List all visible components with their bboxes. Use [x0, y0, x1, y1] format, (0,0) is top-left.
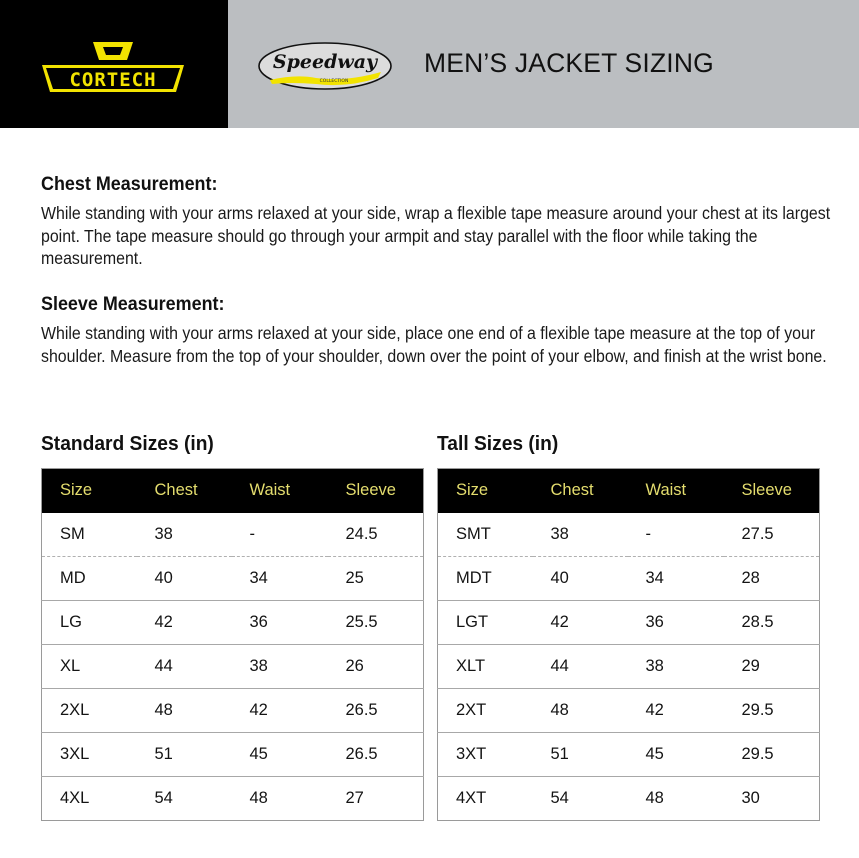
cell-size: 3XT: [438, 733, 533, 777]
table-row: [42, 733, 424, 777]
cell-sleeve: 25.5: [328, 601, 424, 645]
cell-sleeve: 26: [328, 645, 424, 689]
page-title: MEN’S JACKET SIZING: [424, 48, 714, 78]
table-row: [42, 513, 424, 557]
cell-size: MDT: [438, 557, 533, 601]
cell-sleeve: 29.5: [724, 733, 820, 777]
table-row: [438, 601, 820, 645]
cell-waist: -: [645, 524, 651, 543]
cell-waist: 45: [628, 733, 724, 777]
cell-size: 3XL: [42, 733, 137, 777]
cell-chest: 54: [137, 777, 232, 821]
table-row: [42, 689, 424, 733]
cell-chest: 51: [533, 733, 628, 777]
cell-waist: 38: [628, 645, 724, 689]
cell-size: XLT: [438, 645, 533, 689]
table-row: [42, 601, 424, 645]
cell-chest: 44: [137, 645, 232, 689]
cell-waist: 34: [232, 557, 328, 601]
chest-measurement-section: [41, 172, 831, 270]
cell-waist: 36: [628, 601, 724, 645]
table-title: Tall Sizes (in): [437, 433, 559, 455]
cell-waist: 48: [232, 777, 328, 821]
table-row: [438, 513, 820, 557]
cell-sleeve: 25: [328, 557, 424, 601]
column-header-size: Size: [438, 469, 533, 513]
cell-chest: 44: [533, 645, 628, 689]
standard-sizes-table: [41, 468, 424, 821]
column-header-chest: Chest: [533, 469, 628, 513]
cell-chest: 48: [137, 689, 232, 733]
tall-sizes-block: [437, 432, 820, 821]
section-heading: Chest Measurement:: [41, 173, 218, 195]
svg-text:COLLECTION: COLLECTION: [319, 79, 349, 84]
cell-chest: 38: [154, 524, 173, 543]
cell-size: 4XT: [438, 777, 533, 821]
cell-sleeve: 26.5: [328, 689, 424, 733]
page-header: [0, 0, 859, 128]
cell-chest: 54: [533, 777, 628, 821]
table-header-row: [42, 469, 424, 513]
cell-chest: 40: [137, 557, 232, 601]
table-row: [438, 733, 820, 777]
cell-size: 2XL: [42, 689, 137, 733]
cell-waist: 38: [232, 645, 328, 689]
cell-chest: 42: [137, 601, 232, 645]
table-row: [42, 777, 424, 821]
table-header-row: [438, 469, 820, 513]
brand-panel: [0, 0, 228, 128]
cell-size: MD: [42, 557, 137, 601]
cell-size: LG: [42, 601, 137, 645]
cell-chest: 51: [137, 733, 232, 777]
standard-sizes-block: [41, 432, 424, 821]
svg-text:CORTECH: CORTECH: [69, 69, 157, 91]
cell-chest: 40: [533, 557, 628, 601]
tall-sizes-table: [437, 468, 820, 821]
table-row: [42, 645, 424, 689]
cell-size: 4XL: [42, 777, 137, 821]
cell-waist: 42: [628, 689, 724, 733]
section-heading: Sleeve Measurement:: [41, 293, 225, 315]
cell-chest: 38: [550, 524, 569, 543]
cell-waist: 42: [232, 689, 328, 733]
cell-size: XL: [42, 645, 137, 689]
section-body: While standing with your arms relaxed at your side, place one end of a flexible tape measure at the top of your shoulder. Measure from the top of your shoulder, down over the point of your elbow, and finish at the wrist bone.: [41, 323, 827, 366]
cell-size: SM: [60, 524, 85, 543]
cell-sleeve: 29: [724, 645, 820, 689]
column-header-chest: Chest: [137, 469, 232, 513]
table-row: [42, 557, 424, 601]
cell-sleeve: 27.5: [741, 524, 774, 543]
sleeve-measurement-section: [41, 292, 831, 367]
cell-size: 2XT: [438, 689, 533, 733]
table-row: [438, 645, 820, 689]
column-header-waist: Waist: [232, 469, 328, 513]
cell-sleeve: 28: [724, 557, 820, 601]
cell-size: LGT: [438, 601, 533, 645]
column-header-sleeve: Sleeve: [328, 469, 424, 513]
cortech-logo-icon: [40, 40, 186, 96]
column-header-waist: Waist: [628, 469, 724, 513]
cell-sleeve: 24.5: [345, 524, 378, 543]
cell-chest: 42: [533, 601, 628, 645]
table-row: [438, 557, 820, 601]
table-row: [438, 689, 820, 733]
svg-text:Speedway: Speedway: [272, 51, 378, 73]
cell-waist: 48: [628, 777, 724, 821]
cell-sleeve: 28.5: [724, 601, 820, 645]
cell-sleeve: 27: [328, 777, 424, 821]
cell-waist: 45: [232, 733, 328, 777]
cell-waist: 36: [232, 601, 328, 645]
cell-size: SMT: [456, 524, 491, 543]
cell-sleeve: 26.5: [328, 733, 424, 777]
cell-chest: 48: [533, 689, 628, 733]
cell-sleeve: 30: [724, 777, 820, 821]
section-body: While standing with your arms relaxed at your side, wrap a flexible tape measure around your chest at its largest point. The tape measure should go through your armpit and stay parallel with the floor while taking the measurement.: [41, 203, 831, 268]
cell-waist: 34: [628, 557, 724, 601]
column-header-size: Size: [42, 469, 137, 513]
table-row: [438, 777, 820, 821]
column-header-sleeve: Sleeve: [724, 469, 820, 513]
cell-sleeve: 29.5: [724, 689, 820, 733]
speedway-logo-icon: [256, 40, 394, 92]
table-title: Standard Sizes (in): [41, 433, 214, 455]
cell-waist: -: [249, 524, 255, 543]
